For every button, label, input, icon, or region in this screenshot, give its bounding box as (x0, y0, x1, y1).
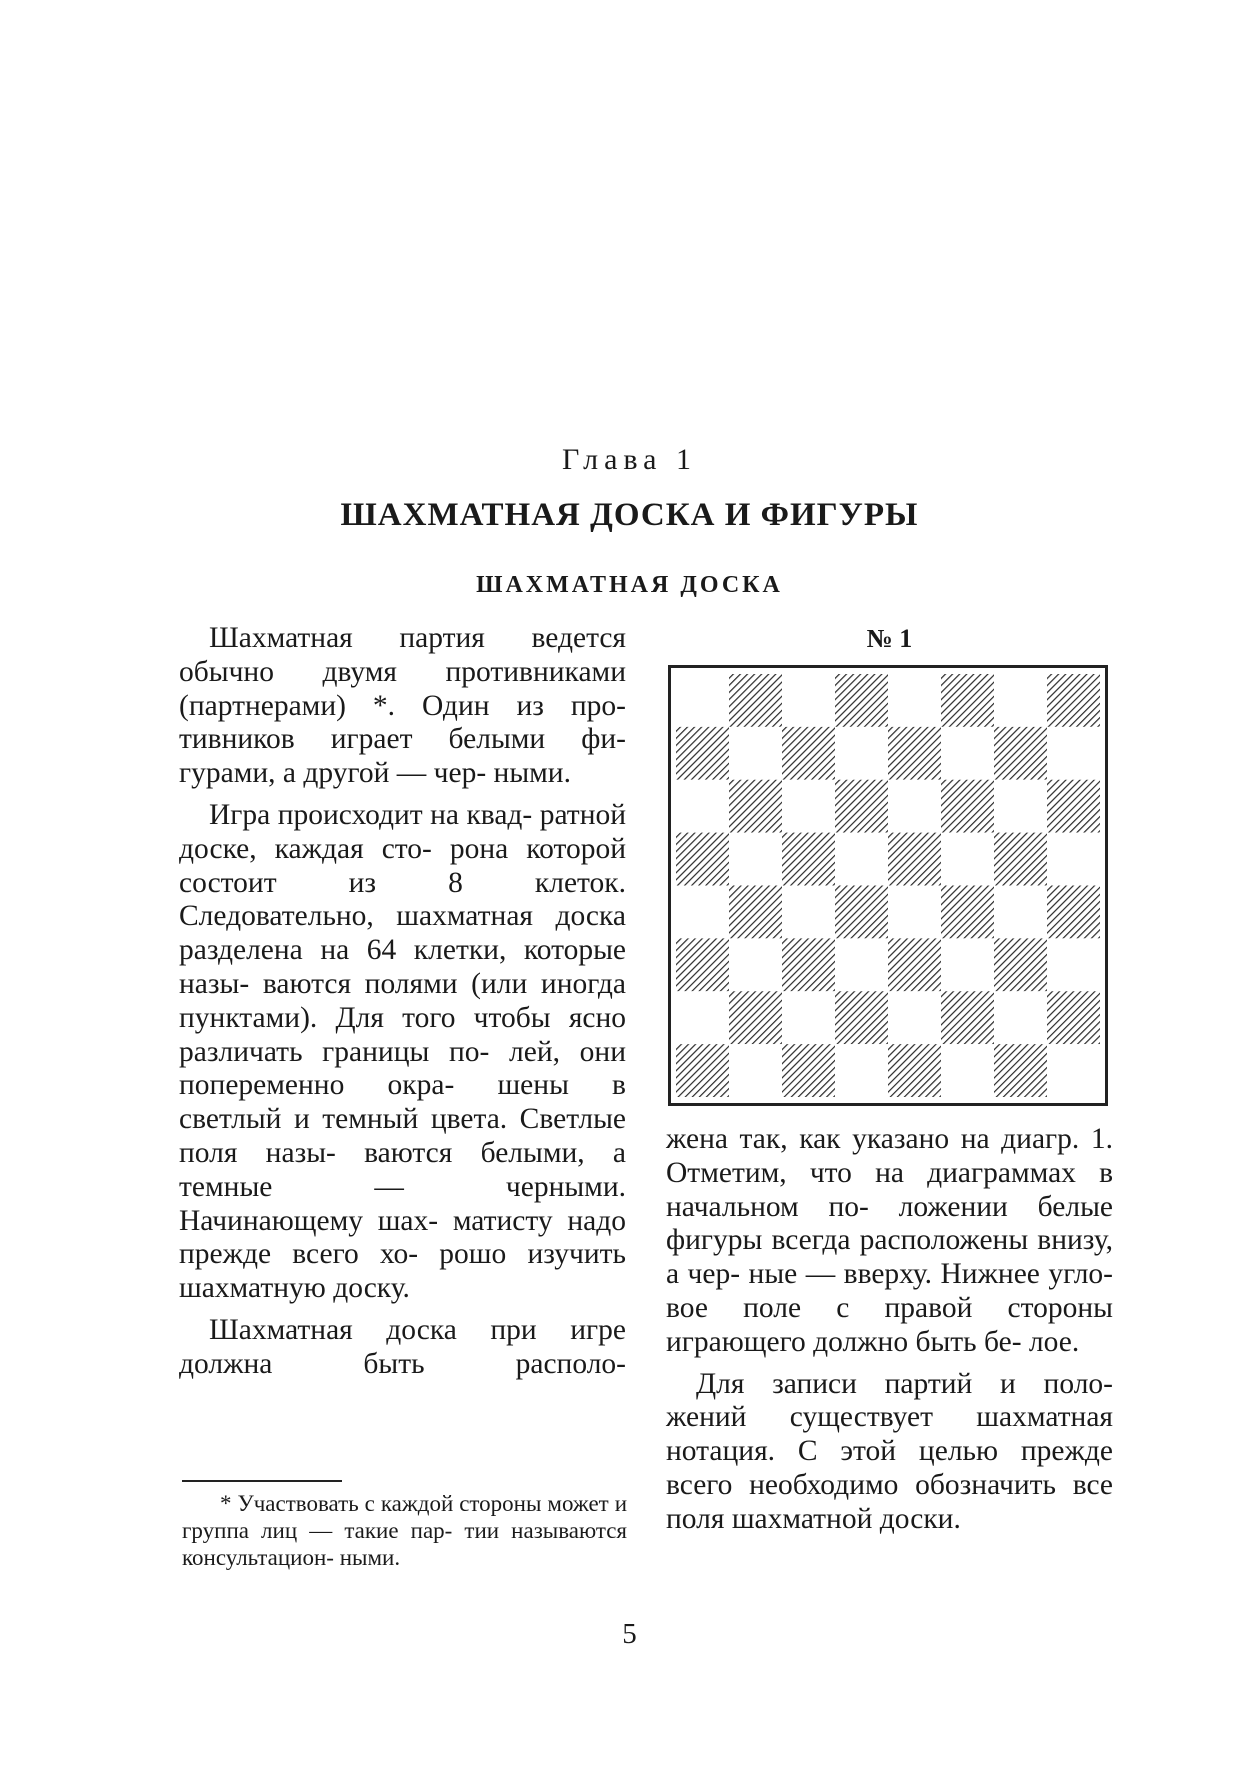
square-f4-dark (941, 886, 994, 939)
footnote-rule (182, 1480, 342, 1482)
right-text-column (666, 1123, 1113, 1545)
square-c2-light (782, 991, 835, 1044)
text-line: Шахматная партия ведется (209, 622, 626, 654)
square-d2-dark (835, 991, 888, 1044)
text-line: лей, они попеременно окра- (179, 1035, 626, 1102)
text-line: ратной доске, каждая сто- (179, 798, 627, 865)
square-a2-light (676, 991, 729, 1044)
left-text-column (179, 622, 626, 1390)
square-d8-dark (835, 674, 888, 727)
square-c3-dark (782, 938, 835, 991)
square-e8-light (888, 674, 941, 727)
text-line: диагр. 1. Отметим, что на (666, 1123, 1113, 1189)
square-a4-light (676, 886, 729, 939)
square-e3-dark (888, 938, 941, 991)
square-d3-light (835, 938, 888, 991)
footnote-line: * Участвовать с каждой стороны (220, 1491, 542, 1516)
square-b8-dark (729, 674, 782, 727)
text-line: Для записи партий и поло- (696, 1367, 1113, 1400)
square-f6-dark (941, 780, 994, 833)
text-line: все поля шахматной доски. (666, 1468, 1114, 1535)
text-line: 8 клеток. Следовательно, (179, 866, 626, 933)
text-line: шены в светлый и темный (179, 1069, 626, 1136)
text-line: жений существует шахматная (666, 1401, 1113, 1434)
section-title: ШАХМАТНАЯ ДОСКА (476, 572, 783, 598)
square-g3-dark (994, 938, 1047, 991)
square-b3-light (729, 938, 782, 991)
square-c1-dark (782, 1044, 835, 1097)
text-line: матисту надо прежде всего хо- (179, 1204, 626, 1271)
square-h2-dark (1047, 991, 1100, 1044)
square-f5-light (941, 833, 994, 886)
square-h5-light (1047, 833, 1100, 886)
text-line: ваются белыми, а темные — (179, 1136, 626, 1203)
square-a8-light (676, 674, 729, 727)
square-h7-light (1047, 727, 1100, 780)
square-e2-light (888, 991, 941, 1044)
text-line: обычно двумя противниками (179, 655, 626, 688)
square-c6-light (782, 780, 835, 833)
text-line: расположены внизу, а чер- (666, 1224, 1114, 1291)
diagram-label: № 1 (866, 624, 913, 653)
square-e6-light (888, 780, 941, 833)
text-line: ваются полями (или иногда (262, 967, 626, 1000)
chessboard (676, 674, 1100, 1097)
square-f1-light (941, 1044, 994, 1097)
square-g1-dark (994, 1044, 1047, 1097)
square-h8-dark (1047, 674, 1100, 727)
text-line: Шахматная доска при (209, 1313, 537, 1346)
square-h6-dark (1047, 780, 1100, 833)
square-f3-light (941, 938, 994, 991)
footnote-line: ными. (339, 1545, 401, 1570)
square-a1-dark (676, 1044, 729, 1097)
footnote (182, 1490, 627, 1571)
text-line: жена так, как указано на (666, 1123, 990, 1155)
square-f2-dark (941, 991, 994, 1044)
square-e7-dark (888, 727, 941, 780)
square-g7-dark (994, 727, 1047, 780)
text-line: цвета. Светлые поля назы- (179, 1103, 626, 1169)
paragraph (179, 799, 626, 1306)
square-g8-light (994, 674, 1047, 727)
square-a5-dark (676, 833, 729, 886)
paragraph (179, 622, 626, 791)
text-line: ные — вверху. Нижнее угло- (748, 1258, 1113, 1291)
paragraph (179, 1314, 626, 1382)
text-line: всего необходимо обозначить (666, 1468, 1056, 1501)
square-h1-light (1047, 1044, 1100, 1097)
text-line: ясно различать границы по- (179, 1001, 627, 1068)
square-b1-light (729, 1044, 782, 1097)
square-d7-light (835, 727, 888, 780)
text-line: ными. (493, 757, 571, 790)
square-d1-light (835, 1044, 888, 1097)
square-b7-light (729, 727, 782, 780)
text-line: нотация. С этой целью прежде (666, 1435, 1113, 1468)
footnote-line: может и группа лиц — такие пар- (182, 1491, 628, 1543)
square-d5-light (835, 833, 888, 886)
text-line: (партнерами) *. Один из про- (179, 689, 626, 722)
square-f7-light (941, 727, 994, 780)
square-d4-dark (835, 886, 888, 939)
square-a6-light (676, 780, 729, 833)
text-line: пунктами). Для того чтобы (179, 1001, 551, 1034)
footnote-line: тии называются консультацион- (182, 1518, 627, 1570)
square-c5-dark (782, 833, 835, 886)
text-line: тивников играет белыми фи- (179, 723, 626, 756)
square-c7-dark (782, 727, 835, 780)
text-line: диаграммах в начальном по- (666, 1156, 1113, 1223)
square-b6-dark (729, 780, 782, 833)
chapter-title: ШАХМАТНАЯ ДОСКА И ФИГУРЫ (340, 497, 919, 533)
square-a7-dark (676, 727, 729, 780)
paragraph (666, 1368, 1113, 1537)
text-line: черными. Начинающему шах- (179, 1170, 627, 1237)
square-h3-light (1047, 938, 1100, 991)
text-line: вое поле с правой стороны (666, 1291, 1113, 1324)
square-e5-dark (888, 833, 941, 886)
text-line: шахматная доска разделена (179, 900, 627, 967)
square-a3-dark (676, 938, 729, 991)
square-f8-dark (941, 674, 994, 727)
square-e1-dark (888, 1044, 941, 1097)
page-number: 5 (622, 1618, 637, 1650)
square-c8-light (782, 674, 835, 727)
chapter-label: Глава 1 (562, 443, 697, 476)
text-line: лое. (1028, 1325, 1080, 1358)
text-line: на 64 клетки, которые назы- (179, 934, 627, 1000)
square-g6-light (994, 780, 1047, 833)
square-b5-light (729, 833, 782, 886)
square-d6-dark (835, 780, 888, 833)
square-b2-dark (729, 991, 782, 1044)
square-g2-light (994, 991, 1047, 1044)
square-g4-light (994, 886, 1047, 939)
text-line: Игра происходит на квад- (209, 798, 533, 831)
text-line: рошо изучить шахматную (179, 1238, 626, 1305)
paragraph (666, 1123, 1113, 1360)
text-line: доску. (333, 1272, 410, 1305)
footnote-text (182, 1490, 627, 1571)
text-line: гурами, а другой — чер- (179, 757, 487, 790)
square-b4-dark (729, 886, 782, 939)
text-line: ложении белые фигуры всегда (666, 1190, 1113, 1257)
chessboard-diagram (668, 665, 1108, 1106)
text-line: играющего должно быть бе- (666, 1325, 1022, 1358)
square-e4-light (888, 886, 941, 939)
square-h4-dark (1047, 886, 1100, 939)
text-line: рона которой состоит из (179, 832, 627, 899)
text-line: игре должна быть располо- (179, 1313, 626, 1380)
square-g5-dark (994, 833, 1047, 886)
square-c4-light (782, 886, 835, 939)
